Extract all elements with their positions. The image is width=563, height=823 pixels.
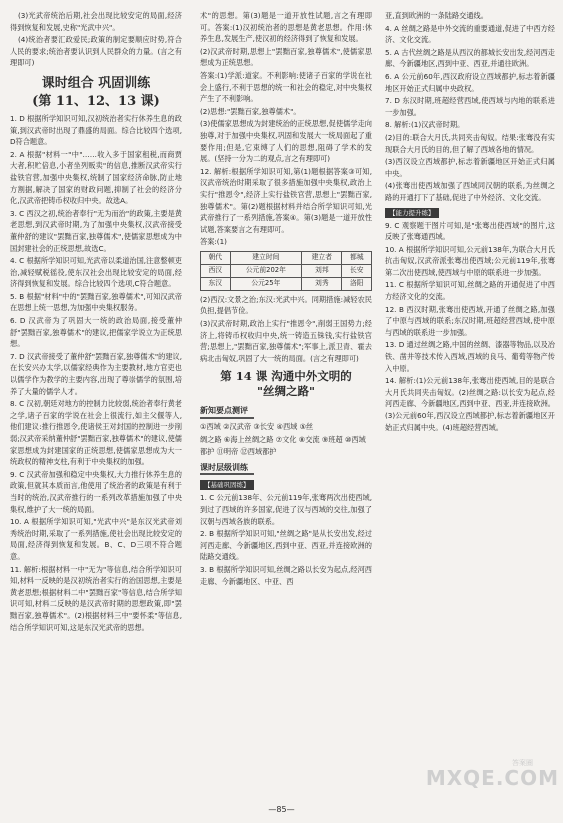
answer-item: 11. 解析:根据材料一中"无为"等信息,结合所学知识可知,材料一反映的是汉初统治者实行的治国思想,主要是黄老思想;根据材料二中"罢黜百家"等信息,结合所学知识可知,材料二反映的是汉武帝时期的思想政策,即"罢黜百家,独尊儒术"。(2)根据材料三中"要怀柔"等信息,结合所学知识可知,这是东汉光武帝的思想。 [10,564,182,632]
practice-tag: 【基础巩固练】 [200,480,254,490]
answer-item: 7. D 东汉时期,班超经营西域,使西域与内地的联系进一步加强。 [385,96,555,117]
key-points-line: ①西域 ②汉武帝 ③长安 ④西域 ⑤丝 [200,422,314,432]
page-number: —85— [268,805,295,814]
paragraph: (3)汉武帝时期,政治上实行"推恩令",削弱王国势力;经济上,将铸币权收归中央,统一铸造五铢钱,实行盐铁官营;思想上,"罢黜百家,独尊儒术";军事上,派卫青、霍去病北击匈奴,巩固了大一统的局面。(言之有理即可) [200,319,372,363]
column-right [385,10,555,434]
paragraph: (2)目的:联合大月氏,共同夹击匈奴。结果:张骞没有实现联合大月氏的目的,但了解了西域各地的情况。 [385,132,555,154]
answer-item: 2. A 根据"材料一"中"……收入多于国家租税,而商贾大者,积贮倍息,小者坐列贩卖"的信息,推断汉武帝实行盐铁官营,加强中央集权,统制了国家经济命脉,防止地方割据,解决了国家的财政问题,抑制了社会的经济分化,汉武帝把铸币权收归中央。故选A。 [10,149,182,206]
paragraph: (4)统治者要汇政爱民;政策的制定要顺应时势,符合人民的要求;统治者要认识到人民群众的力量。(言之有理即可) [10,35,182,68]
paragraph: (3)西汉设立西域都护,标志着新疆地区开始正式归属中央。 [385,157,555,178]
answer-item: 13. D 通过丝绸之路,中国的丝绸、漆器等物品,以及冶铁、凿井等技术传入西域,西域的良马、葡萄等物产传入中原。 [385,340,555,373]
answer-item: 9. C 观察题干图片可知,是"张骞出使西域"的图片,这反映了张骞通西域。 [385,220,555,242]
lesson-title-line: "丝绸之路" [257,384,315,399]
section-subtitle-line: (第 11、12、13 课) [32,93,160,109]
answer-label: 答案:(1) [200,237,227,247]
column-middle [200,10,372,588]
practice-tag: 【能力提升练】 [385,208,439,218]
answer-item: 4. C 根据所学知识可知,光武帝以柔道治国,注意整顿吏治,减轻赋税徭役,使东汉社会出现比较安定的局面,经济得到恢复和发展。综合比较四个选项,C符合题意。 [10,256,182,289]
table-cell: 东汉 [201,277,231,290]
answer-item: 3. B 根据所学知识可知,丝绸之路以长安为起点,经河西走廊、今新疆地区、中亚、西 [200,564,372,586]
answer-item: 12. 解析:根据所学知识可知,第(1)题根据答案③可知,汉武帝统治时期采取了很多措施加强中央集权,政治上实行"推恩令",经济上实行盐铁官营,思想上"罢黜百家,独尊儒术"。第(2)题根据材料并结合所学知识可知,光武帝推行了一系列措施,答案④。第(3)题是一道开放性试题,答案要言之有理即可。 [200,166,372,234]
table-header-cell: 都城 [342,251,372,264]
table-cell: 刘邦 [302,264,342,277]
section-title [10,75,182,111]
watermark-logo: MXQE.COM [425,766,559,790]
paragraph: (2)西汉:文景之治;东汉:光武中兴。同期措施:减轻农民负担,提倡节俭。 [200,294,372,316]
table-row [201,264,372,277]
dynasty-table [200,251,372,291]
table-cell: 西汉 [201,264,231,277]
paragraph: 术"的思想。第(3)题是一道开放性试题,言之有理即可。答案:(1)汉初统治者的思想是黄老思想。作用:休养生息,发展生产,使汉初的经济得到了恢复和发展。 [200,11,372,44]
answer-item: 5. A 古代丝绸之路是从西汉的都城长安出发,经河西走廊、今新疆地区,西到中亚、西亚,并通往欧洲。 [385,47,555,69]
watermark-subtext: 答案圈 [512,759,533,767]
lesson-title [200,369,372,399]
paragraph: (4)张骞出使西域加强了西域同汉朝的联系,为丝绸之路的开通打下了基础,促进了中外经济、文化交流。 [385,181,555,202]
answer-item: 1. D 根据所学知识可知,汉初统治者实行休养生息的政策,到汉武帝时出现了鼎盛的局面。综合比较四个选项,D符合题意。 [10,113,182,147]
table-row [201,277,372,290]
answer-item: 9. C 汉武帝加强和稳定中央集权,大力推行休养生息的政策,但就其本质而言,他使用了统治者的政策是有利于当时的统治,汉武帝推行的一系列改革措施加强了中央集权,维护了大一统的局面。 [10,469,182,514]
paragraph: (3)光武帝统治后期,社会出现比较安定的局面,经济得到恢复和发展,史称"光武中兴"。 [10,11,182,32]
table-header-row [201,251,372,264]
answer-item: 8. 解析:(1)汉武帝时期。 [385,120,465,130]
answer-item: 10. A 根据所学知识可知,公元前138年,为联合大月氏抗击匈奴,汉武帝派张骞出使西域;公元前119年,张骞第二次出使西域,使西域与中原的联系进一步加强。 [385,244,555,277]
table-cell: 刘秀 [302,277,342,290]
table-header-cell: 建立者 [302,251,342,264]
answer-item: 14. 解析:(1)公元前138年,张骞出使西域,目的是联合大月氏共同夹击匈奴。(2)丝绸之路:以长安为起点,经河西走廊、今新疆地区,西到中亚、西亚,并连接欧洲。(3)公元前60年,西汉设立西域都护,标志着新疆地区开始正式归属中央。(4)班超经营西域。 [385,376,555,432]
answer-item: 6. D 汉武帝为了巩固大一统的政治局面,接受董仲舒"罢黜百家,独尊儒术"的建议,把儒家学说立为正统思想。 [10,316,182,349]
column-left [10,10,182,634]
table-cell: 洛阳 [342,277,372,290]
key-points-line: 绸之路 ⑥海上丝绸之路 ⑦文化 ⑧交流 ⑨班超 ⑩西域 [200,434,366,444]
paragraph: 答案:(1)学派:道家。不利影响:使诸子百家的学说在社会上盛行,不利于思想的统一和社会的稳定,对中央集权产生了不利影响。 [200,70,372,104]
paragraph: 亚,直到欧洲的一条陆路交通线。 [385,11,488,20]
paragraph: (3)使儒家思想成为封建统治的正统思想,促使儒学走向独尊,对于加强中央集权,巩固和发展大一统局面起了重要作用;但是,它束缚了人们的思想,阻碍了学术的发展。(坚持一分为二的观点,言之有理即可) [200,119,372,164]
section-heading: 新知要点测评 [200,405,254,419]
key-points-line: 都护 ⑪明帝 ⑫西域都护 [200,447,277,457]
answer-item: 12. B 西汉时期,张骞出使西域,开通了丝绸之路,加强了中原与西域的联系;东汉时期,班超经营西域,使中原与西域的联系进一步加强。 [385,304,555,337]
lesson-title-line: 第 14 课 沟通中外文明的 [220,369,352,384]
table-header-cell: 建立时间 [230,251,302,264]
paragraph: (2)汉武帝时期,思想上"罢黜百家,独尊儒术",使儒家思想成为正统思想。 [200,46,372,68]
section-heading: 课时层级训练 [200,462,254,476]
answer-item: 8. C 汉初,朝廷对地方的控制力比较弱,统治者奉行黄老之学,诸子百家的学说在社会上很流行,如主父偃等人,他们建议:推行推恩令,使诸侯王对封国的控制进一步削弱;汉武帝采纳董仲舒"罢黜百家,独尊儒术"的建议,使儒家思想成为封建国家的正统思想,使儒家思想成为大一统政权的精神支柱,有利于中央集权的加强。 [10,399,182,467]
answer-item: 1. C 公元前138年、公元前119年,张骞两次出使西域,到过了西域的许多国家,促进了汉与西域的交往,加强了汉朝与西域各族的联系。 [200,493,372,526]
table-cell: 公元25年 [230,277,302,290]
table-cell: 公元前202年 [230,264,302,277]
answer-item: 3. C 西汉之初,统治者奉行"无为而治"的政策,主要是黄老思想,到汉武帝时期,为了加强中央集权,汉武帝接受董仲舒的建议"罢黜百家,独尊儒术",使儒家思想成为中国封建社会的正统思想,故选C。 [10,208,182,253]
table-header-cell: 朝代 [201,251,231,264]
answer-item: 2. B 根据所学知识可知,"丝绸之路"是从长安出发,经过河西走廊、今新疆地区,西到中亚、西亚,并连接欧洲的陆路交通线。 [200,529,372,562]
answer-item: 7. D 汉武帝接受了董仲舒"罢黜百家,独尊儒术"的建议,在长安兴办太学,以儒家经典作为主要教材,地方官吏也以儒学作为教学的主要内容,出现了尊崇儒学的氛围,培养了大量的儒学人才。 [10,351,182,396]
answer-item: 5. B 根据"材料"中的"罢黜百家,独尊儒术",可知汉武帝在思想上统一思想,为加强中央集权服务。 [10,291,182,313]
answer-item: 4. A 丝绸之路是中外交流的重要通道,促进了中西方经济、文化交流。 [385,23,555,45]
section-title-line: 课时组合 巩固训练 [41,75,151,91]
table-cell: 长安 [342,264,372,277]
paragraph: (2)思想:"罢黜百家,独尊儒术"。 [200,106,301,116]
answer-item: 10. A 根据所学知识可知,"光武中兴"是东汉光武帝刘秀统治时期,采取了一系列措施,使社会出现比较安定的局面,经济得到恢复和发展。B、C、D三项不符合题意。 [10,517,182,561]
answer-item: 6. A 公元前60年,西汉政府设立西域都护,标志着新疆地区开始正式归属中央政权。 [385,71,555,93]
answer-item: 11. C 根据所学知识可知,丝绸之路的开通促进了中西方经济文化的交流。 [385,280,555,302]
